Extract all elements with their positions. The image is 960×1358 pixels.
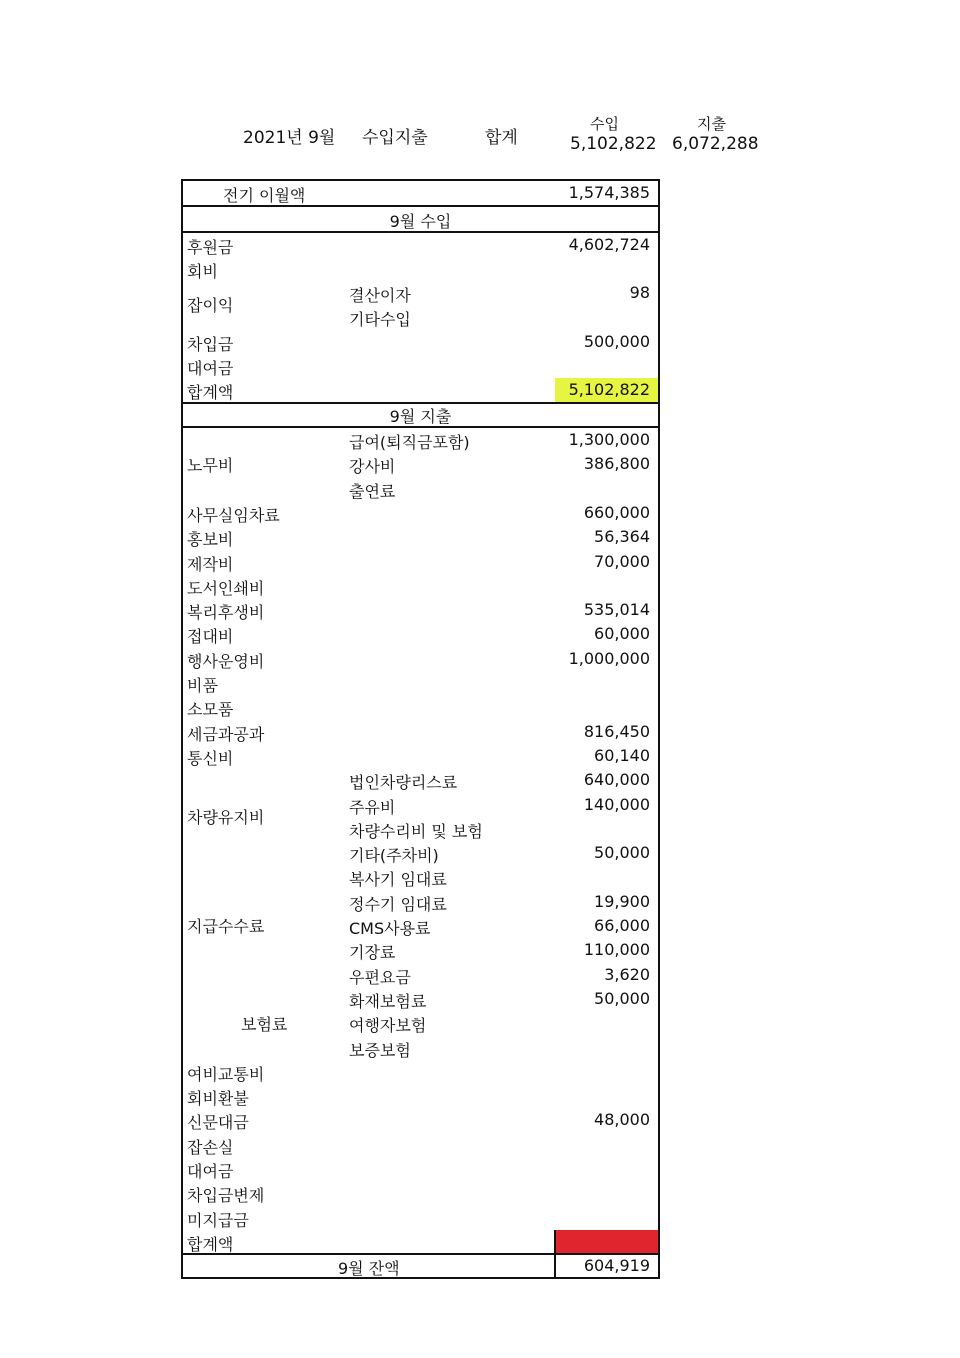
- expense-category: 대여금: [187, 1162, 234, 1181]
- expense-category: 여비교통비: [187, 1064, 265, 1084]
- expense-total-highlight: [555, 1230, 658, 1254]
- expense-row: [183, 1084, 658, 1108]
- expense-amount: 386,800: [583, 454, 650, 474]
- expense-category: 복리후생비: [187, 603, 265, 623]
- group-label-misc-income: 잡이익: [187, 296, 234, 315]
- expense-amount: 535,014: [583, 600, 650, 620]
- income-row: 회비: [187, 262, 218, 281]
- ledger-table: [181, 179, 660, 1279]
- expense-row: [183, 963, 658, 987]
- income-row: 대여금: [187, 359, 234, 378]
- expense-amount: 70,000: [594, 551, 650, 571]
- income-row: 기타수입: [349, 310, 411, 329]
- income-header-label: 수입: [590, 115, 619, 133]
- expense-amount: 50,000: [594, 843, 650, 863]
- expense-row: [183, 768, 658, 792]
- expense-row: [183, 890, 658, 914]
- expense-amount: 1,300,000: [568, 430, 650, 449]
- report-title: 수입지출: [362, 128, 428, 148]
- expense-subcategory: 출연료: [349, 481, 396, 501]
- expense-amount: 110,000: [583, 940, 650, 960]
- expense-row: [183, 987, 658, 1011]
- expense-subcategory: 기타(주차비): [349, 846, 439, 866]
- expense-amount: 140,000: [583, 794, 650, 814]
- expense-category: 신문대금: [187, 1113, 249, 1133]
- expense-row: [183, 938, 658, 962]
- expense-category: 합계액: [187, 1234, 234, 1254]
- expense-subcategory: 주유비: [349, 797, 396, 817]
- expense-row: [183, 452, 658, 476]
- expense-row: [183, 647, 658, 671]
- expense-category: 회비환불: [187, 1089, 249, 1109]
- expense-row: [183, 1206, 658, 1230]
- expense-subcategory: 우편요금: [349, 967, 411, 987]
- group-label-insurance: 보험료: [241, 1015, 288, 1034]
- expense-amount: 56,364: [594, 527, 650, 547]
- expense-row: [183, 428, 658, 452]
- income-row: 결산이자 98: [349, 283, 650, 305]
- expense-amount: 48,000: [594, 1110, 650, 1130]
- group-label-labor: 노무비: [187, 456, 234, 475]
- expense-amount: 60,140: [594, 745, 650, 765]
- expense-amount: 1,000,000: [568, 648, 650, 668]
- expense-row: [183, 574, 658, 598]
- expense-amount: 640,000: [583, 770, 650, 790]
- balance-label: 9월 잔액: [338, 1259, 400, 1278]
- expense-category: 제작비: [187, 554, 234, 574]
- expense-subcategory: 복사기 임대료: [349, 870, 447, 890]
- expense-section-title: 9월 지출: [389, 407, 452, 426]
- group-label-vehicle: 차량유지비: [187, 808, 265, 827]
- expense-row: [183, 477, 658, 501]
- expense-amount: 3,620: [604, 964, 650, 984]
- expense-amount: 60,000: [594, 624, 650, 644]
- carryover-label: 전기 이월액: [223, 186, 306, 205]
- carryover-row: [183, 181, 658, 205]
- expense-category: 홍보비: [187, 530, 234, 550]
- expense-amount: 50,000: [594, 988, 650, 1008]
- expense-category: 미지급금: [187, 1210, 249, 1230]
- expense-header-total: 6,072,288: [672, 134, 759, 154]
- group-label-fees: 지급수수료: [187, 917, 265, 936]
- expense-row: [183, 1181, 658, 1205]
- expense-row: [183, 1108, 658, 1132]
- expense-subcategory: 기장료: [349, 943, 396, 963]
- expense-subcategory: 강사비: [349, 457, 396, 477]
- income-section-title: 9월 수입: [389, 212, 452, 231]
- expense-subcategory: 여행자보험: [349, 1016, 427, 1036]
- expense-subcategory: 법인차량리스료: [349, 773, 458, 793]
- expense-subcategory: 화재보험료: [349, 991, 427, 1011]
- expense-category: 잡손실: [187, 1137, 234, 1157]
- balance-value: 604,919: [583, 1256, 650, 1275]
- expense-category: 비품: [187, 676, 218, 695]
- expense-row: [183, 1060, 658, 1084]
- expense-subcategory: 정수기 임대료: [349, 894, 447, 914]
- expense-amount: 816,450: [583, 721, 650, 741]
- divider: [183, 205, 658, 207]
- expense-amount: 660,000: [583, 502, 650, 522]
- expense-category: 통신비: [187, 748, 234, 768]
- expense-subcategory: CMS사용료: [349, 919, 431, 938]
- income-header-total: 5,102,822: [570, 134, 657, 154]
- expense-amount: 66,000: [594, 916, 650, 935]
- income-total-row: 합계액 5,102,822: [187, 380, 650, 402]
- carryover-value: 1,574,385: [568, 183, 650, 202]
- expense-amount: 19,900: [594, 891, 650, 911]
- expense-row: [183, 1157, 658, 1181]
- expense-row: [183, 720, 658, 744]
- expense-row: [183, 550, 658, 574]
- expense-row: [183, 622, 658, 646]
- expense-row: [183, 744, 658, 768]
- expense-row: [183, 525, 658, 549]
- expense-subcategory: 보증보험: [349, 1040, 411, 1060]
- expense-row: [183, 695, 658, 719]
- expense-header-label: 지출: [697, 115, 726, 133]
- total-label: 합계: [485, 128, 518, 148]
- expense-row: [183, 865, 658, 889]
- expense-category: 행사운영비: [187, 651, 265, 671]
- expense-category: 접대비: [187, 627, 234, 647]
- expense-row: [183, 671, 658, 695]
- expense-row: [183, 501, 658, 525]
- expense-category: 사무실임차료: [187, 505, 280, 525]
- expense-row: [183, 598, 658, 622]
- expense-category: 세금과공과: [187, 724, 265, 744]
- expense-subcategory: 차량수리비 및 보험: [349, 821, 483, 841]
- expense-category: 도서인쇄비: [187, 578, 265, 598]
- income-row: 차입금 500,000: [187, 332, 650, 354]
- income-row: 후원금 4,602,724: [187, 235, 650, 257]
- expense-row: [183, 1133, 658, 1157]
- balance-row: [183, 1255, 658, 1277]
- expense-row: [183, 1036, 658, 1060]
- expense-category: 소모품: [187, 700, 234, 720]
- expense-subcategory: 급여(퇴직금포함): [349, 433, 470, 452]
- period-label: 2021년 9월: [243, 128, 336, 148]
- expense-category: 차입금변제: [187, 1186, 265, 1206]
- expense-row: [183, 841, 658, 865]
